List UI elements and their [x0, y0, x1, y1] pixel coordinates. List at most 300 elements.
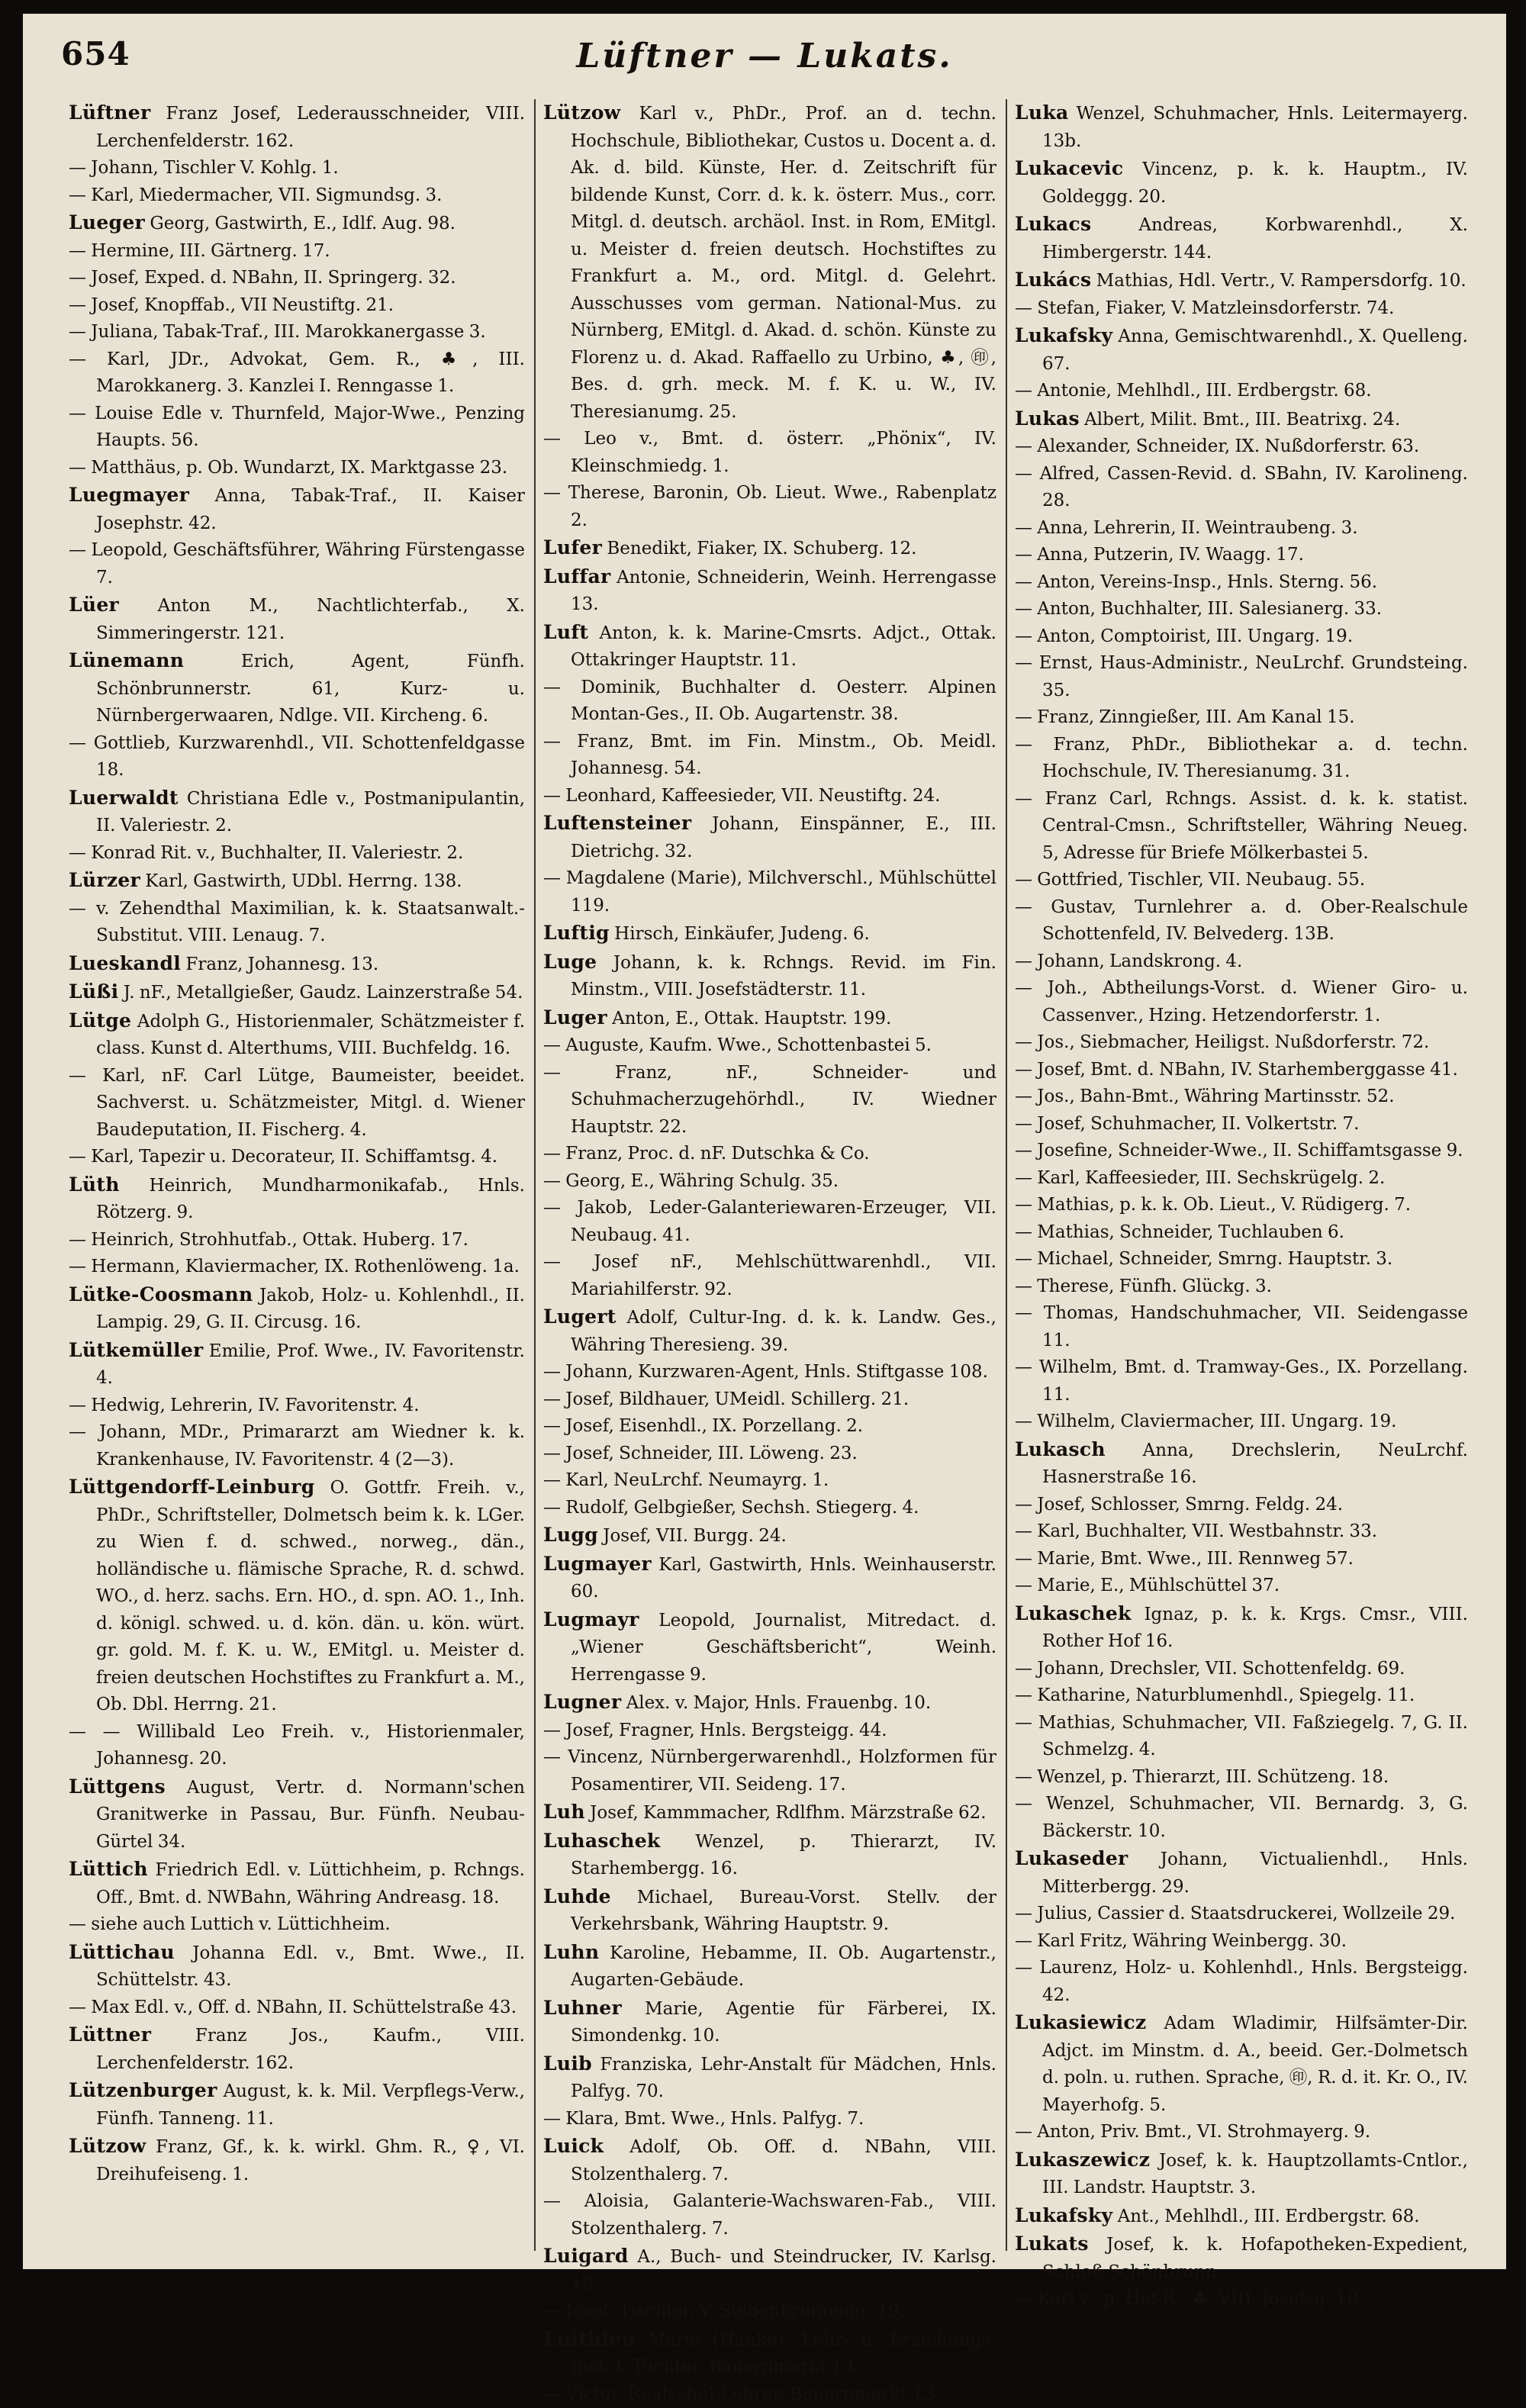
entry-details: — Heinrich, Strohhutfab., Ottak. Huberg. 17. [69, 1230, 468, 1250]
directory-entry [543, 1060, 996, 1141]
entry-details: — — Willibald Leo Freih. v., Historienmaler, Johannesg. 20. [69, 1722, 525, 1769]
directory-entry [69, 537, 525, 591]
directory-entry [543, 865, 996, 919]
entry-details: Anna, Gemischtwarenhdl., X. Quelleng. 67. [1042, 327, 1468, 374]
directory-entry [1015, 2119, 1468, 2146]
directory-entry [1015, 1573, 1468, 1600]
entry-details: — Johann, Tischler V. Kohlg. 1. [69, 158, 339, 178]
directory-entry [543, 1883, 996, 1939]
entry-details: — Julius, Cassier d. Staatsdruckerei, Wollzeile 29. [1015, 1904, 1455, 1924]
directory-entry [1015, 322, 1468, 378]
entry-details: Friedrich Edl. v. Lüttichheim, p. Rchngs. Off., Bmt. d. NWBahn, Währing Andreasg. 18. [96, 1860, 525, 1907]
entry-details: — Franz, PhDr., Bibliothekar a. d. techn. Hochschule, IV. Theresianumg. 31. [1015, 735, 1468, 782]
directory-entry [1015, 704, 1468, 732]
entry-details: — Franz, Proc. d. nF. Dutschka & Co. [543, 1144, 870, 1164]
entry-details: Leopold, Journalist, Mitredact. d. „Wiener Geschäftsbericht“, Weinh. Herrengasse 9. [571, 1611, 996, 1685]
directory-entry [1015, 623, 1468, 651]
entry-details: — Karl, Tapezir u. Decorateur, II. Schiffamtsg. 4. [69, 1147, 497, 1167]
entry-details: Karoline, Hebamme, II. Ob. Augartenstr., Augarten-Gebäude. [571, 1943, 996, 1991]
directory-entry [1015, 405, 1468, 434]
entry-details: — Johann, Kurzwaren-Agent, Hnls. Stiftgasse 108. [543, 1362, 988, 1382]
entry-details: Antonie, Schneiderin, Weinh. Herrengasse 13. [571, 568, 996, 615]
directory-entry [69, 238, 525, 266]
directory-entry [69, 99, 525, 155]
entry-details: — Karl v., p. Hof-R., ♣, VIII. Josefsg. 10. [1015, 2289, 1363, 2309]
directory-entry [69, 319, 525, 346]
entry-details: — Anton, Vereins-Insp., Hnls. Sterng. 56. [1015, 572, 1377, 592]
directory-entry [1015, 1928, 1468, 1956]
entry-details: Johann, k. k. Rchngs. Revid. im Fin. Minstm., VIII. Josefstädterstr. 11. [571, 953, 996, 1000]
entry-surname: Lugert [543, 1305, 617, 1328]
directory-entry [1015, 1845, 1468, 1901]
directory-entry [1015, 948, 1468, 976]
column-right [1015, 99, 1468, 2258]
entry-surname: Luib [543, 2052, 592, 2075]
entry-details: Emilie, Prof. Wwe., IV. Favoritenstr. 4. [96, 1341, 525, 1389]
directory-entry [69, 481, 525, 537]
entry-surname: Lütge [69, 1009, 131, 1032]
directory-entry [543, 99, 996, 426]
directory-entry [1015, 1300, 1468, 1354]
directory-entry [1015, 1546, 1468, 1573]
entry-details: — Klara, Bmt. Wwe., Hnls. Palfyg. 7. [543, 2109, 864, 2129]
entry-details: — siehe auch Luttich v. Lüttichheim. [69, 1914, 391, 1934]
directory-entry [543, 1168, 996, 1196]
entry-details: Adolph G., Historienmaler, Schätzmeister f. class. Kunst d. Alterthums, VIII. Buchfeldg. 16. [96, 1012, 525, 1059]
directory-entry [69, 2021, 525, 2077]
directory-entry [1015, 155, 1468, 211]
entry-surname: Lützow [543, 101, 621, 124]
entry-surname: Lukaschek [1015, 1602, 1132, 1624]
entry-details: A., Buch- und Steindrucker, IV. Karlsg. 18. [571, 2247, 996, 2294]
entry-details: — Hermine, III. Gärtnerg. 17. [69, 241, 330, 261]
entry-surname: Luftensteiner [543, 812, 691, 834]
entry-surname: Lukacevic [1015, 157, 1123, 179]
directory-entry [1015, 1273, 1468, 1301]
directory-entry [69, 1719, 525, 1773]
directory-entry [69, 1994, 525, 2022]
entry-details: — Hermann, Klaviermacher, IX. Rothenlöweng. 1a. [69, 1257, 520, 1276]
entry-surname: Lukács [1015, 269, 1091, 291]
entry-details: Anna, Tabak-Traf., II. Kaiser Josephstr. 42. [96, 486, 525, 533]
directory-entry [543, 534, 996, 563]
entry-details: — Thomas, Handschuhmacher, VII. Seidengasse 11. [1015, 1303, 1468, 1350]
directory-entry [69, 1939, 525, 1994]
entry-details: — Antonie, Mehlhdl., III. Erdbergstr. 68. [1015, 381, 1372, 401]
entry-details: Christiana Edle v., Postmanipulantin, II. Valeriestr. 2. [96, 789, 525, 836]
directory-entry [1015, 1436, 1468, 1492]
directory-entry [1015, 1955, 1468, 2009]
entry-surname: Lukaszewicz [1015, 2149, 1150, 2171]
entry-details: — Georg, E., Währing Schulg. 35. [543, 1171, 839, 1191]
entry-details: Adolf, Cultur-Ing. d. k. k. Landw. Ges., Währing Theresieng. 39. [571, 1308, 996, 1355]
directory-entry [1015, 1656, 1468, 1683]
directory-entry [1015, 2286, 1468, 2313]
directory-entry [1015, 99, 1468, 155]
running-head: Lüftner — Lukats. [23, 37, 1506, 76]
directory-entry [69, 1911, 525, 1939]
entry-surname: Lünemann [69, 649, 184, 671]
entry-surname: Lüth [69, 1173, 120, 1196]
entry-details: J. nF., Metallgießer, Gaudz. Lainzerstraße 54. [118, 983, 523, 1003]
entry-surname: Lütke-Coosmann [69, 1283, 253, 1305]
directory-entry [69, 1392, 525, 1420]
entry-details: — Magdalene (Marie), Milchverschl., Mühlschüttel 119. [543, 868, 996, 916]
entry-details: — Karl, Kaffeesieder, III. Sechskrügelg. 2. [1015, 1168, 1385, 1188]
directory-entry [543, 2242, 996, 2298]
entry-details: — Josefine, Schneider-Wwe., II. Schiffamtsgasse 9. [1015, 1141, 1463, 1161]
directory-entry [1015, 2230, 1468, 2286]
entry-details: — Anton, Comptoirist, III. Ungarg. 19. [1015, 626, 1353, 646]
entry-details: — Leonhard, Kaffeesieder, VII. Neustiftg. 24. [543, 786, 940, 806]
entry-surname: Lugmayer [543, 1553, 652, 1575]
directory-entry [543, 1827, 996, 1883]
directory-entry [1015, 894, 1468, 948]
directory-entry [69, 1419, 525, 1473]
directory-entry [1015, 1029, 1468, 1057]
entry-details: — Wenzel, p. Thierarzt, III. Schützeng. 18. [1015, 1767, 1389, 1787]
directory-entry [69, 1281, 525, 1337]
directory-entry [1015, 1165, 1468, 1193]
column-left [69, 99, 525, 2258]
entry-details: — Karl, NeuLrchf. Neumayrg. 1. [543, 1470, 829, 1490]
directory-entry [1015, 975, 1468, 1029]
entry-surname: Lüttner [69, 2023, 151, 2046]
entry-details: Franziska, Lehr-Anstalt für Mädchen, Hnls. Palfyg. 70. [571, 2055, 996, 2102]
entry-details: — Marie, Bmt. Wwe., III. Rennweg 57. [1015, 1549, 1354, 1569]
directory-entry [1015, 1901, 1468, 1928]
directory-entry [543, 1441, 996, 1468]
entry-details: — Karl, Buchhalter, VII. Westbahnstr. 33. [1015, 1521, 1377, 1541]
entry-surname: Lukasch [1015, 1438, 1106, 1460]
directory-entry [1015, 1518, 1468, 1546]
entry-surname: Luhn [543, 1941, 599, 1963]
page-number: 654 [61, 35, 130, 72]
entry-details: — Gottlieb, Kurzwarenhdl., VII. Schottenfeldgasse 18. [69, 733, 525, 781]
directory-entry [1015, 378, 1468, 405]
directory-entry [543, 674, 996, 729]
entry-surname: Lüttgens [69, 1775, 166, 1798]
entry-details: — Alexander, Schneider, IX. Nußdorferstr. 63. [1015, 436, 1419, 456]
page-header [23, 31, 1506, 84]
entry-details: — Anna, Putzerin, IV. Waagg. 17. [1015, 545, 1304, 565]
entry-details: — Anton, Buchhalter, III. Salesianerg. 33. [1015, 599, 1382, 619]
directory-entry [69, 950, 525, 979]
entry-surname: Lukacs [1015, 213, 1091, 235]
entry-details: Johann, Victualienhdl., Hnls. Mitterbergg. 29. [1042, 1849, 1468, 1897]
directory-entry [1015, 1764, 1468, 1792]
entry-surname: Luhde [543, 1885, 611, 1907]
entry-details: Josef, k. k. Hauptzollamts-Cntlor., III. Landstr. Hauptstr. 3. [1042, 2151, 1468, 2198]
entry-surname: Luge [543, 951, 597, 973]
directory-entry [543, 1717, 996, 1745]
directory-entry [543, 2188, 996, 2242]
entry-surname: Luh [543, 1801, 585, 1823]
directory-entry [1015, 2146, 1468, 2202]
directory-entry [1015, 650, 1468, 704]
entry-details: — Josef, Schneider, III. Löweng. 23. [543, 1444, 858, 1463]
directory-entry [1015, 1600, 1468, 1656]
entry-details: — Mathias, p. k. k. Ob. Lieut., V. Rüdigerg. 7. [1015, 1195, 1411, 1215]
directory-page [23, 14, 1506, 2269]
directory-entry [1015, 2009, 1468, 2119]
entry-details: — Josef, Exped. d. NBahn, II. Springerg. 32. [69, 268, 456, 288]
entry-surname: Lueger [69, 211, 145, 233]
column-rule [534, 99, 536, 2251]
entry-surname: Lützow [69, 2135, 146, 2157]
directory-entry [543, 1688, 996, 1717]
entry-details: Ignaz, p. k. k. Krgs. Cmsr., VIII. Rother Hof 16. [1042, 1605, 1468, 1652]
directory-entry [69, 182, 525, 210]
entry-details: Karl, Gastwirth, UDbl. Herrng. 138. [140, 871, 462, 891]
entry-details: — Aloisia, Galanterie-Wachswaren-Fab., VIII. Stolzenthalerg. 7. [543, 2191, 996, 2239]
entry-details: — Jakob, Leder-Galanteriewaren-Erzeuger, VII. Neubaug. 41. [543, 1198, 996, 1245]
directory-entry [1015, 2202, 1468, 2231]
entry-details: Alex. v. Major, Hnls. Frauenbg. 10. [621, 1693, 931, 1713]
entry-details: — Gottfried, Tischler, VII. Neubaug. 55. [1015, 870, 1365, 890]
directory-entry [543, 810, 996, 865]
column-middle [543, 99, 996, 2258]
entry-details: — Joh., Abtheilungs-Vorst. d. Wiener Giro- u. Cassenver., Hzing. Hetzendorferstr. 1. [1015, 978, 1468, 1025]
entry-surname: Lürzer [69, 869, 140, 891]
directory-entry [69, 730, 525, 784]
entry-surname: Lukaseder [1015, 1847, 1128, 1869]
entry-details: Anton M., Nachtlichterfab., X. Simmeringerstr. 121. [96, 596, 525, 643]
entry-surname: Luithlen [543, 2328, 636, 2350]
entry-details: Franz Josef, Lederausschneider, VIII. Lerchenfelderstr. 162. [96, 104, 525, 151]
entry-details: — Jos., Bahn-Bmt., Währing Martinsstr. 52. [1015, 1086, 1395, 1106]
directory-entry [69, 1473, 525, 1719]
entry-surname: Lukats [1015, 2233, 1089, 2255]
directory-entry [1015, 295, 1468, 323]
entry-details: Hirsch, Einkäufer, Judeng. 6. [610, 924, 870, 944]
entry-details: — Laurenz, Holz- u. Kohlenhdl., Hnls. Bergsteigg. 42. [1015, 1958, 1468, 2005]
directory-entry [1015, 1246, 1468, 1273]
entry-details: — Max Edl. v., Off. d. NBahn, II. Schüttelstraße 43. [69, 1998, 517, 2017]
entry-details: Wenzel, Schuhmacher, Hnls. Leitermayerg. 13b. [1042, 104, 1468, 151]
entry-details: Marie (Hanke), Lehr- u. Erziehungs-Inst. f. Töchter, Bauernmarkt 13. [571, 2330, 996, 2377]
entry-details: — v. Zehendthal Maximilian, k. k. Staatsanwalt.-Substitut. VIII. Lenaug. 7. [69, 899, 525, 946]
entry-details: — Franz, Bmt. im Fin. Minstm., Ob. Meidl. Johannesg. 54. [543, 732, 996, 779]
directory-entry [69, 292, 525, 320]
entry-details: Josef, k. k. Hofapotheken-Expedient, Schloß Schönbrunn. [1042, 2235, 1468, 2282]
entry-details: Michael, Bureau-Vorst. Stellv. der Verkehrsbank, Währing Hauptstr. 9. [571, 1888, 996, 1935]
entry-details: — Franz, Zinngießer, III. Am Kanal 15. [1015, 707, 1355, 727]
entry-details: — Jos., Siebmacher, Heiligst. Nußdorferstr. 72. [1015, 1032, 1429, 1052]
entry-details: Georg, Gastwirth, E., Idlf. Aug. 98. [145, 214, 456, 233]
entry-surname: Lufer [543, 536, 602, 559]
entry-details: August, Vertr. d. Normann'schen Granitwerke in Passau, Bur. Fünfh. Neubau-Gürtel 34. [96, 1778, 525, 1852]
directory-entry [69, 840, 525, 868]
entry-details: — Marie, E., Mühlschüttel 37. [1015, 1576, 1280, 1595]
directory-entry [1015, 1192, 1468, 1219]
entry-details: — Stefan, Fiaker, V. Matzleinsdorferstr. 74. [1015, 298, 1394, 318]
directory-entry [69, 867, 525, 896]
entry-surname: Luick [543, 2135, 604, 2157]
entry-details: — Leo v., Bmt. d. österr. „Phönix“, IV. Kleinschmiedg. 1. [543, 429, 996, 476]
entry-details: Franz Jos., Kaufm., VIII. Lerchenfelderstr. 162. [96, 2026, 525, 2073]
entry-details: — Therese, Baronin, Ob. Lieut. Wwe., Rabenplatz 2. [543, 483, 996, 530]
entry-surname: Lüttich [69, 1858, 148, 1880]
directory-entry [1015, 1682, 1468, 1710]
entry-details: — Rudolf, Gelbgießer, Sechsh. Stiegerg. 4. [543, 1498, 919, 1518]
directory-entry [1015, 1791, 1468, 1845]
directory-entry [543, 2050, 996, 2106]
directory-entry [1015, 542, 1468, 569]
entry-details: — Josef, Schuhmacher, II. Volkertstr. 7. [1015, 1114, 1359, 1134]
entry-details: — Louise Edle v. Thurnfeld, Major-Wwe., Penzing Haupts. 56. [69, 404, 525, 451]
entry-details: Anton, k. k. Marine-Cmsrts. Adjct., Ottak. Ottakringer Hauptstr. 11. [571, 623, 996, 671]
entry-details: — Alfred, Cassen-Revid. d. SBahn, IV. Karolineng. 28. [1015, 464, 1468, 511]
entry-details: — Juliana, Tabak-Traf., III. Marokkanergasse 3. [69, 322, 486, 342]
directory-entry [543, 1413, 996, 1441]
entry-surname: Luigard [543, 2245, 629, 2267]
directory-entry [69, 1144, 525, 1171]
directory-entry [1015, 266, 1468, 295]
entry-details: Andreas, Korbwarenhdl., X. Himbergerstr. 144. [1042, 215, 1468, 262]
entry-details: — Josef, Eisenhdl., IX. Porzellang. 2. [543, 1416, 863, 1436]
entry-details: Adolf, Ob. Off. d. NBahn, VIII. Stolzenthalerg. 7. [571, 2137, 996, 2184]
directory-entry [69, 1254, 525, 1281]
directory-entry [69, 1171, 525, 1227]
directory-entry [543, 1994, 996, 2050]
entry-surname: Luft [543, 621, 588, 643]
directory-entry [543, 563, 996, 619]
directory-entry [1015, 1138, 1468, 1165]
column-rule [1006, 99, 1007, 2251]
directory-entry [543, 1606, 996, 1689]
entry-surname: Lüßi [69, 980, 118, 1003]
entry-details: Franz, Johannesg. 13. [181, 955, 378, 974]
entry-details: Benedikt, Fiaker, IX. Schuberg. 12. [602, 539, 916, 559]
directory-entry [543, 729, 996, 783]
directory-entry [543, 2298, 996, 2326]
entry-surname: Luffar [543, 565, 610, 588]
directory-entry [1015, 596, 1468, 623]
entry-details: — Mathias, Schuhmacher, VII. Faßziegelg. 7, G. II. Schmelzg. 4. [1015, 1713, 1468, 1760]
directory-entry [69, 1856, 525, 1911]
directory-entry [1015, 1057, 1468, 1084]
directory-entry [69, 2077, 525, 2133]
entry-surname: Luerwaldt [69, 787, 179, 809]
entry-details: Heinrich, Mundharmonikafab., Hnls. Rötzerg. 9. [96, 1176, 525, 1223]
entry-surname: Lugg [543, 1524, 598, 1546]
entry-details: — Hedwig, Lehrerin, IV. Favoritenstr. 4. [69, 1396, 420, 1415]
directory-entry [543, 1195, 996, 1249]
entry-details: — Wilhelm, Bmt. d. Tramway-Ges., IX. Porzellang. 11. [1015, 1357, 1468, 1405]
entry-details: — Dominik, Buchhalter d. Oesterr. Alpinen Montan-Ges., II. Ob. Augartenstr. 38. [543, 678, 996, 725]
entry-details: Jakob, Holz- u. Kohlenhdl., II. Lampig. 29, G. II. Circusg. 16. [96, 1286, 525, 1333]
entry-details: Ant., Mehlhdl., III. Erdbergstr. 68. [1112, 2207, 1419, 2226]
entry-surname: Lüttgendorff-Leinburg [69, 1476, 315, 1498]
directory-entry [69, 1337, 525, 1392]
directory-entry [69, 401, 525, 455]
directory-entry [543, 783, 996, 810]
directory-entry [1015, 1111, 1468, 1138]
entry-surname: Luftig [543, 922, 610, 944]
entry-details: Karl, Gastwirth, Hnls. Weinhauserstr. 60. [571, 1555, 996, 1602]
entry-details: — Gustav, Turnlehrer a. d. Ober-Realschule Schottenfeld, IV. Belvederg. 13B. [1015, 897, 1468, 945]
entry-details: — Konrad Rit. v., Buchhalter, II. Valeriestr. 2. [69, 843, 463, 863]
directory-entry [69, 2133, 525, 2188]
entry-details: — Johann, MDr., Primararzt am Wiedner k. k. Krankenhause, IV. Favoritenstr. 4 (2—3). [69, 1422, 525, 1470]
directory-entry [1015, 569, 1468, 597]
directory-entry [1015, 786, 1468, 868]
entry-details: Johanna Edl. v., Bmt. Wwe., II. Schüttelstr. 43. [96, 1943, 525, 1991]
entry-surname: Lueskandl [69, 952, 181, 974]
entry-details: — Anton, Priv. Bmt., VI. Strohmayerg. 9. [1015, 2122, 1370, 2142]
directory-entry [69, 209, 525, 238]
entry-surname: Luka [1015, 101, 1068, 124]
entry-details: Adam Wladimir, Hilfsämter-Dir. Adjct. im Minstm. d. A., beeid. Ger.-Dolmetsch d. poln. u. ruthen. Sprache, ㊞, R. d. it. Kr. O., IV. Mayerhofg. 5. [1042, 2014, 1468, 2115]
entry-details: — Josef, Bildhauer, UMeidl. Schillerg. 21. [543, 1389, 909, 1409]
entry-details: — Wenzel, Schuhmacher, VII. Bernardg. 3, G. Bäckerstr. 10. [1015, 1794, 1468, 1841]
entry-details: — Anna, Lehrerin, II. Weintraubeng. 3. [1015, 518, 1358, 538]
entry-details: — Josef nF., Mehlschüttwarenhdl., VII. Mariahilferstr. 92. [543, 1252, 996, 1299]
entry-surname: Luhaschek [543, 1830, 661, 1852]
entry-surname: Lüftner [69, 101, 150, 124]
directory-entry [69, 155, 525, 182]
entry-details: O. Gottfr. Freih. v., PhDr., Schriftsteller, Dolmetsch beim k. k. LGer. zu Wien f. d. schwed., norweg., dän., holländische u. flämische Sprache, R. d. schwd. WO., d. herz. sachs. Ern. HO., d. spn. AO. 1., Inh. d. königl. schwed. u. d. kön. dän. u. kön. würt. gr. gold. M. f. K. u. W., EMitgl. u. Meister d. freien deutschen Hochstiftes zu Frankfurt a. M., Ob. Dbl. Herrng. 21. [96, 1478, 525, 1714]
entry-details: — Karl Fritz, Währing Weinbergg. 30. [1015, 1931, 1347, 1951]
entry-details: — Josef, Tischler, V. Siebenbrunneng. 19. [543, 2301, 905, 2321]
entry-surname: Lugmayr [543, 1608, 639, 1631]
directory-entry [543, 1004, 996, 1033]
directory-entry [1015, 1710, 1468, 1764]
entry-details: Franz, Gf., k. k. wirkl. Ghm. R., ♀, VI. Dreihufeiseng. 1. [96, 2137, 525, 2184]
entry-details: Anton, E., Ottak. Hauptstr. 199. [607, 1009, 892, 1029]
directory-entry [69, 896, 525, 950]
directory-entry [543, 1744, 996, 1798]
entry-details: — Therese, Fünfh. Glückg. 3. [1015, 1276, 1272, 1296]
entry-surname: Lüer [69, 594, 119, 616]
directory-entry [543, 480, 996, 534]
directory-entry [1015, 1083, 1468, 1111]
directory-entry [1015, 867, 1468, 894]
directory-entry [69, 265, 525, 292]
entry-details: August, k. k. Mil. Verpflegs-Verw., Fünfh. Tanneng. 11. [96, 2081, 525, 2129]
entry-details: — Matthäus, p. Ob. Wundarzt, IX. Marktgasse 23. [69, 458, 507, 478]
entry-surname: Lütkemüller [69, 1339, 204, 1361]
entry-details: Wenzel, p. Thierarzt, IV. Starhembergg. 16. [571, 1832, 996, 1879]
directory-entry [543, 1467, 996, 1495]
directory-entry [69, 647, 525, 730]
directory-entry [543, 426, 996, 480]
directory-entry [543, 1249, 996, 1303]
directory-entry [543, 1141, 996, 1168]
entry-surname: Luhner [543, 1997, 622, 2019]
directory-entry [543, 919, 996, 948]
entry-details: — Johann, Drechsler, VII. Schottenfeldg. 69. [1015, 1659, 1405, 1679]
directory-entry [1015, 211, 1468, 266]
directory-entry [543, 1386, 996, 1414]
directory-entry [69, 978, 525, 1007]
directory-entry [1015, 515, 1468, 542]
entry-details: Johann, Einspänner, E., III. Dietrichg. 32. [571, 814, 996, 861]
directory-entry [1015, 461, 1468, 515]
directory-entry [1015, 1492, 1468, 1519]
entry-details: — Auguste, Kaufm. Wwe., Schottenbastei 5. [543, 1035, 932, 1055]
entry-details: — Johann, Landskrong. 4. [1015, 951, 1242, 971]
directory-entry [69, 346, 525, 401]
entry-surname: Luegmayer [69, 484, 189, 506]
directory-entry [543, 1550, 996, 1606]
directory-entry [69, 455, 525, 482]
entry-details: Josef, VII. Burgg. 24. [598, 1526, 787, 1546]
entry-details: — Josef, Knopffab., VII Neustiftg. 21. [69, 295, 394, 315]
directory-entry [1015, 1219, 1468, 1247]
entry-details: Marie, Agentie für Färberei, IX. Simondenkg. 10. [571, 1999, 996, 2046]
